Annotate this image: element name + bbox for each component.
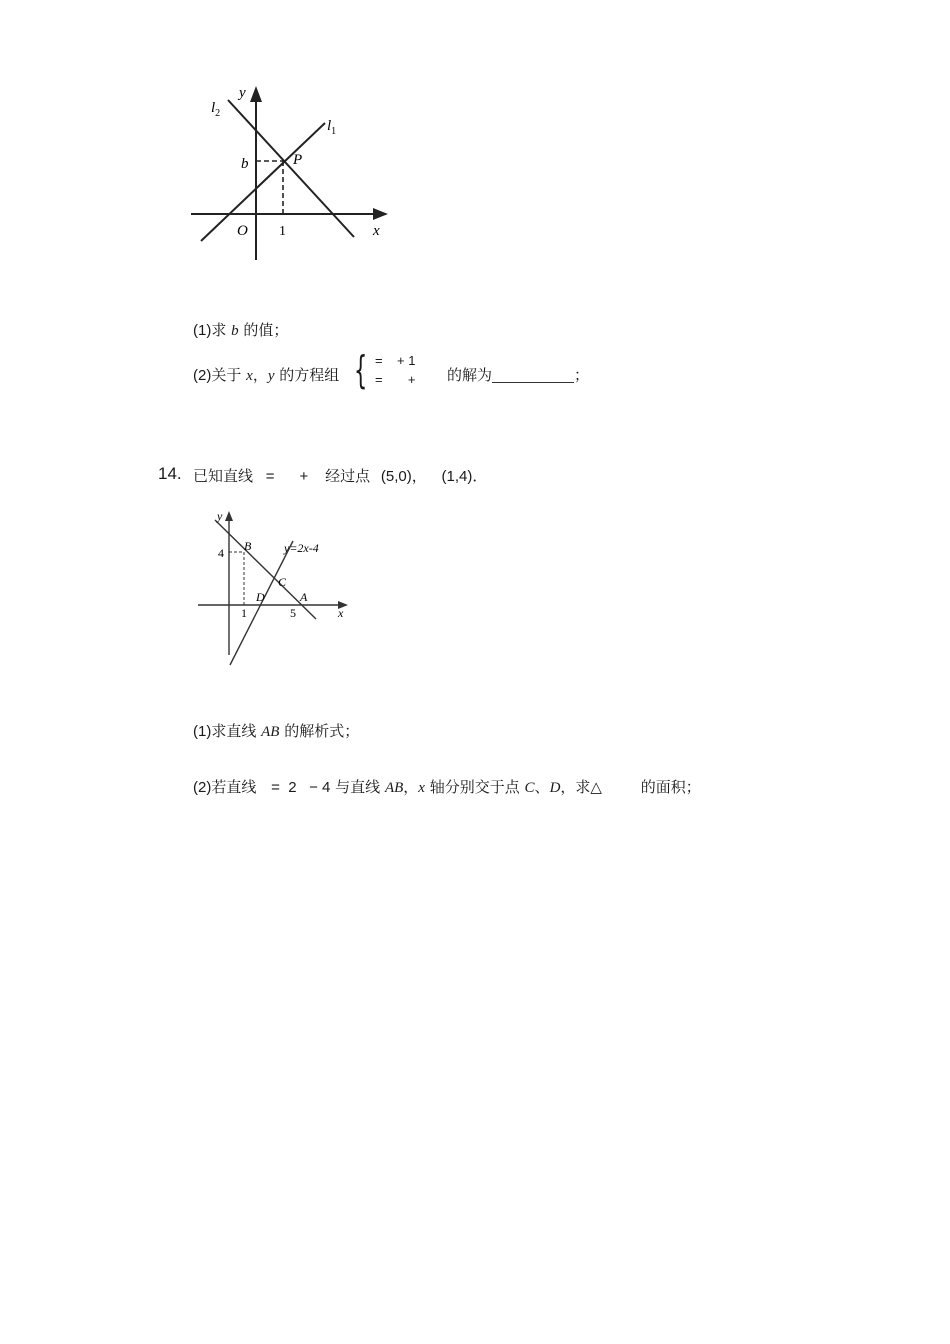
y-axis-arrow [250,86,262,102]
system-row-2: = + [375,372,416,387]
origin-label: O [237,223,248,239]
q14-stem: 已知直线 = + 经过点 (5,0)， (1,4)． [193,467,488,485]
q14-number: 14. [158,464,182,483]
q14-part2: (2)若直线 = 2 − 4 与直线 AB，x 轴分别交于点 C、D，求△ 的面积； [193,778,701,796]
y-axis-label: y [217,509,223,523]
x-axis-label: x [338,606,344,620]
q14-part1: (1)求直线 AB 的解析式； [193,722,360,740]
answer-blank[interactable] [492,368,574,383]
l2-label: $l_2$ [211,100,221,119]
q13-part1: (1)求 b 的值； [193,321,289,339]
figure-lines-l1-l2 [185,80,400,270]
x-axis-label: x [373,223,380,239]
tick-one-label: 1 [279,224,286,239]
five-label: 5 [290,606,296,620]
figure-lines-ab-cd [190,505,355,670]
line-l1 [201,123,325,241]
line-ab [215,520,316,619]
q13-part2-answer: 的解为 ； [447,366,590,384]
a-point-label: A [300,590,308,604]
y-axis-label: y [239,85,246,101]
system-row-1: = + 1 [375,353,416,368]
x-axis-arrow [373,208,388,220]
d-point-label: D [256,590,265,604]
b-label: b [241,156,249,172]
brace-glyph: { [354,348,368,392]
q13-part2: (2)关于 x，y 的方程组 [193,366,340,384]
one-label: 1 [241,606,247,620]
c-point-label: C [278,575,287,589]
p-label: P [293,152,303,168]
y-axis-arrow [225,511,233,521]
four-label: 4 [218,546,224,560]
line-equation-label: y=2x-4 [284,541,319,555]
b-point-label: B [244,539,252,553]
l1-label: $l_1$ [327,118,337,137]
